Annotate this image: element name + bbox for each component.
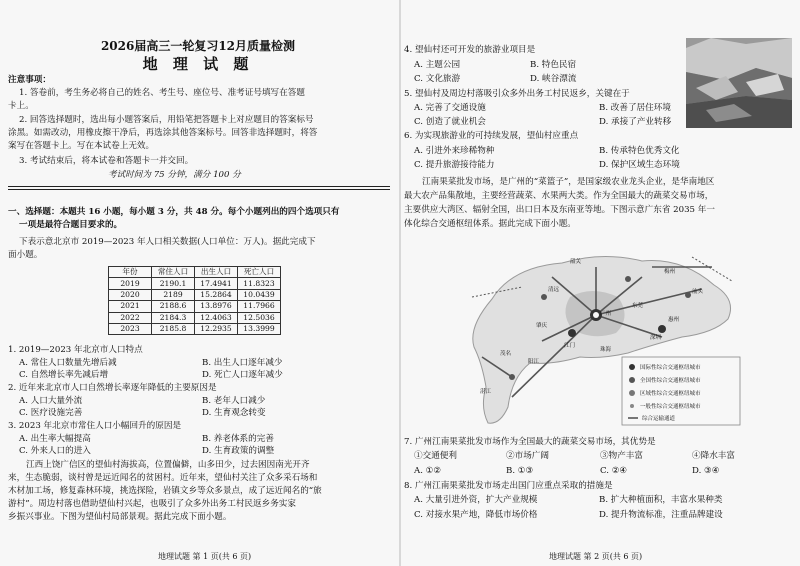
table-cell: 2185.8 [152, 323, 195, 334]
q8-option-b: B. 扩大种植面积，丰富水果种类 [599, 495, 723, 505]
q4-option-d: D. 峡谷漂流 [530, 74, 577, 84]
page-footer: 地理试题 第 2 页(共 6 页) [549, 552, 643, 561]
page-fold [399, 0, 401, 566]
map-city-label: 汕头 [692, 289, 704, 295]
table-cell: 2019 [109, 278, 152, 289]
q4-option-a: A. 主题公园 [414, 60, 461, 70]
q8-option-a: A. 大量引进外资，扩大产业规模 [414, 495, 538, 505]
table-row [109, 312, 281, 323]
table-cell: 12.5036 [238, 312, 281, 323]
passage-3-line: 主要供应大湾区、辐射全国，出口日本及东南亚等地。下图示意广东省 2035 年一 [404, 205, 715, 215]
time-line: 考试时间为 75 分钟，满分 100 分 [108, 170, 241, 180]
map-legend-item: 一般性综合交通枢纽城市 [640, 404, 701, 410]
table-header-cell: 出生人口 [195, 267, 238, 278]
passage-2-line: 木材加工场，修复森林环境，挑选探险，岩镇文乡等众多景点，成了远近闻名的“旅 [8, 486, 322, 496]
q2-option-b: B. 老年人口减少 [202, 396, 266, 406]
table-cell: 15.2864 [195, 289, 238, 300]
question-5: 5. 望仙村及周边村落吸引众多外出务工村民返乡，关键在于 [404, 89, 630, 99]
map-city-label: 茂名 [500, 351, 512, 357]
table-cell: 2023 [109, 323, 152, 334]
question-8: 8. 广州江南果菜批发市场走出国门应重点采取的措施是 [404, 481, 613, 491]
map-city-label: 清远 [548, 287, 560, 293]
q5-option-b: B. 改善了居住环境 [599, 103, 671, 113]
q7-option-d: D. ③④ [692, 466, 720, 476]
table-cell: 2190.1 [152, 278, 195, 289]
table-header-cell: 死亡人口 [238, 267, 281, 278]
notice-1b: 卡上。 [8, 101, 34, 111]
q5-option-a: A. 完善了交通设施 [414, 103, 486, 113]
passage-3-line: 最大农产品集散地，主要经营蔬菜、水果两大类。作为全国最大的蔬菜交易市场， [404, 191, 714, 201]
map-city-label: 深圳 [650, 335, 662, 341]
map-city-label: 湛江 [480, 389, 492, 395]
map-legend-item: 全国性综合交通枢纽城市 [640, 378, 701, 384]
table-cell: 12.2935 [195, 323, 238, 334]
table-cell: 17.4941 [195, 278, 238, 289]
q7-option-b: B. ①③ [506, 466, 534, 476]
q8-option-c: C. 对接水果产地，降低市场价格 [414, 510, 538, 520]
q3-option-d: D. 生育政策的调整 [202, 446, 275, 456]
section-heading-cont: 一项是最符合题目要求的。 [19, 220, 123, 230]
q2-option-a: A. 人口大量外流 [19, 396, 83, 406]
map-city-label: 韶关 [570, 259, 582, 265]
section-heading: 一、选择题：本题共 16 小题，每小题 3 分，共 48 分。每个小题列出的四个选项只有 [8, 207, 340, 217]
table-row [109, 278, 281, 289]
question-3: 3. 2023 年北京市常住人口小幅回升的原因是 [8, 421, 182, 431]
table-cell: 2022 [109, 312, 152, 323]
map-city-label: 肇庆 [536, 323, 548, 329]
table-header-cell: 常住人口 [152, 267, 195, 278]
passage-3-line: 江南果菜批发市场，是广州的“菜篮子”，是国家级农业龙头企业，是华南地区 [422, 177, 715, 187]
q7-item-1: ①交通便利 [414, 451, 457, 461]
q3-option-a: A. 出生率大幅提高 [19, 434, 91, 444]
landscape-photo [686, 38, 792, 128]
notice-2b: 涂黑。如需改动，用橡皮擦干净后，再选涂其他答案标号。回答非选择题时，将答 [8, 128, 318, 138]
question-7: 7. 广州江南果菜批发市场作为全国最大的蔬菜交易市场，其优势是 [404, 437, 656, 447]
q6-option-b: B. 传承特色优秀文化 [599, 146, 680, 156]
table-header-cell: 年份 [109, 267, 152, 278]
passage-3-line: 体化综合交通枢纽体系。据此完成下面小题。 [404, 219, 576, 229]
passage-2-line: 游村”。周边村落也借助望仙村兴起，也吸引了众多外出务工村民返乡务实家 [8, 499, 296, 509]
table-cell: 2020 [109, 289, 152, 300]
page-1 [0, 0, 396, 566]
q3-option-c: C. 外来人口的进入 [19, 446, 91, 456]
map-city-label: 惠州 [668, 317, 680, 323]
table-row [109, 301, 281, 312]
table-cell: 2021 [109, 301, 152, 312]
subject-title: 地 理 试 题 [142, 55, 254, 73]
table-cell: 11.7966 [238, 301, 281, 312]
notice-heading: 注意事项： [8, 75, 51, 85]
q7-item-4: ④降水丰富 [692, 451, 735, 461]
question-4: 4. 望仙村还可开发的旅游业项目是 [404, 45, 536, 55]
q7-item-3: ③物产丰富 [600, 451, 643, 461]
table-row [109, 289, 281, 300]
map-city-label: 广州 [600, 311, 612, 317]
map-legend-item: 综合运输通道 [642, 416, 676, 422]
q7-option-a: A. ①② [414, 466, 442, 476]
q6-option-a: A. 引进外来珍稀物种 [414, 146, 495, 156]
q2-option-d: D. 生育观念转变 [202, 408, 266, 418]
q6-option-c: C. 提升旅游接待能力 [414, 160, 495, 170]
table-cell: 10.0439 [238, 289, 281, 300]
intro-text: 下表示意北京市 2019—2023 年人口相关数据(人口单位：万人)。据此完成下 [19, 237, 316, 247]
passage-2-line: 乡振兴事业。下图为望仙村局部景观。据此完成下面小题。 [8, 512, 232, 522]
q7-option-c: C. ②④ [600, 466, 628, 476]
map-legend-item: 区域性综合交通枢纽城市 [640, 391, 701, 397]
q4-option-b: B. 特色民宿 [530, 60, 577, 70]
table-cell: 13.3999 [238, 323, 281, 334]
q8-option-d: D. 提升物流标准，注重品牌建设 [599, 510, 723, 520]
table-header-row [109, 267, 281, 278]
page-footer: 地理试题 第 1 页(共 6 页) [158, 552, 252, 561]
exam-title: 2026届高三一轮复习12月质量检测 [100, 39, 296, 53]
map-city-label: 梅州 [664, 269, 676, 275]
question-2: 2. 近年来北京市人口自然增长率逐年降低的主要原因是 [8, 383, 217, 393]
map-city-label: 珠海 [600, 347, 612, 353]
q1-option-b: B. 出生人口逐年减少 [202, 358, 283, 368]
q5-option-d: D. 承接了产业转移 [599, 117, 672, 127]
q7-item-2: ②市场广阔 [506, 451, 549, 461]
divider [8, 186, 390, 187]
q3-option-b: B. 养老体系的完善 [202, 434, 274, 444]
passage-2-line: 江西上饶广信区的望仙村海拔高，位置偏僻，山多田少，过去困因南光开齐 [26, 460, 310, 470]
map-legend-item: 国际性综合交通枢纽城市 [640, 365, 701, 371]
passage-2-line: 来，生态脆弱，谈村曾是远近闻名的贫困村。近年来，望仙村关注了众多采石场和 [8, 473, 318, 483]
q4-option-c: C. 文化旅游 [414, 74, 461, 84]
table-cell: 11.8323 [238, 278, 281, 289]
q2-option-c: C. 医疗设施完善 [19, 408, 83, 418]
divider [8, 189, 390, 190]
notice-2a: 2. 回答选择题时，选出每小题答案后，用铅笔把答题卡上对应题目的答案标号 [19, 115, 314, 125]
q5-option-c: C. 创造了就业机会 [414, 117, 486, 127]
table-cell: 13.8976 [195, 301, 238, 312]
q6-option-d: D. 保护区域生态环境 [599, 160, 680, 170]
q1-option-a: A. 常住人口数量先增后减 [19, 358, 117, 368]
table-cell: 2189 [152, 289, 195, 300]
table-cell: 12.4063 [195, 312, 238, 323]
notice-3: 3. 考试结束后，将本试卷和答题卡一并交回。 [19, 156, 194, 166]
notice-2c: 案写在答题卡上。写在本试卷上无效。 [8, 141, 155, 151]
q1-option-c: C. 自然增长率先减后增 [19, 370, 109, 380]
map-city-label: 阳江 [528, 359, 540, 365]
question-1: 1. 2019—2023 年北京市人口特点 [8, 345, 143, 355]
notice-1a: 1. 答卷前，考生务必将自己的姓名、考生号、座位号、准考证号填写在答题 [19, 88, 305, 98]
population-table [108, 266, 281, 335]
map-city-label: 东莞 [632, 303, 644, 309]
q1-option-d: D. 死亡人口逐年减少 [202, 370, 283, 380]
question-6: 6. 为实现旅游业的可持续发展，望仙村应重点 [404, 131, 579, 141]
table-cell: 2184.3 [152, 312, 195, 323]
map-city-label: 江门 [564, 343, 576, 349]
table-row [109, 323, 281, 334]
table-cell: 2188.6 [152, 301, 195, 312]
intro-text-cont: 面小题。 [8, 250, 43, 260]
transport-hub-map [452, 237, 747, 428]
